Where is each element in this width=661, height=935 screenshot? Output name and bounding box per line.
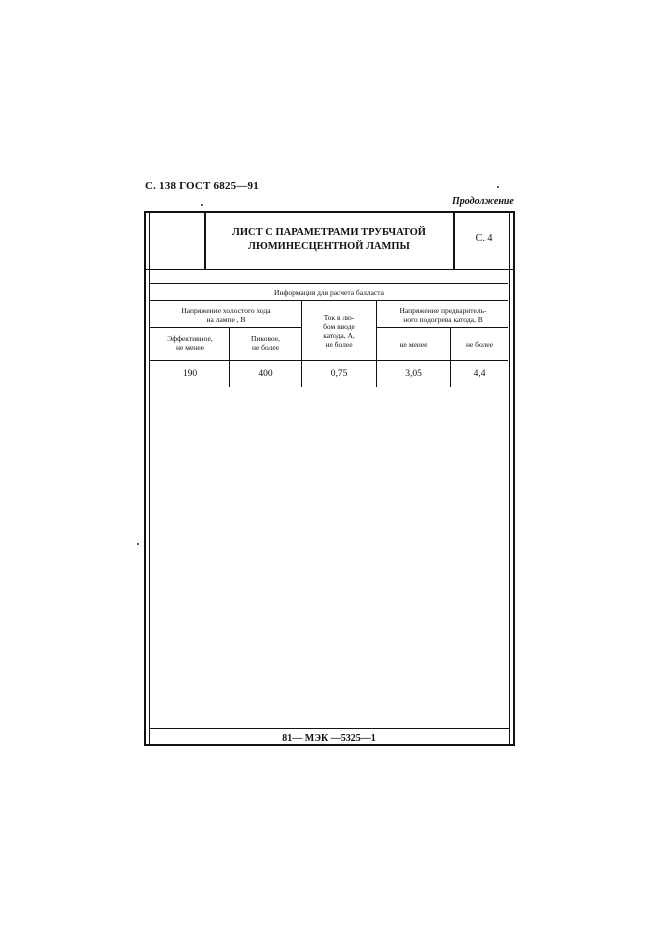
table-header-bottom-line (150, 360, 508, 361)
frame-inner-right-line (509, 211, 510, 746)
value-preheat-max: 4,4 (473, 369, 486, 379)
table-top-line (150, 283, 508, 284)
table-subheader-line-left (150, 327, 301, 328)
subheader-preheat-max: не более (465, 340, 494, 349)
value-preheat-min: 3,05 (405, 369, 422, 379)
subheader-peak: Пиковое, не более (251, 334, 280, 352)
header-cathode-current: Ток в лю- бом вводе катода, А, не более (323, 313, 355, 349)
header-preheat-voltage: Напряжение предваритель- ного подогрева катода, В (399, 306, 487, 324)
footer-text: 81— МЭК —5325—1 (282, 733, 376, 744)
table-caption-line (150, 300, 508, 301)
value-peak: 400 (258, 369, 273, 379)
continuation-label: Продолжение (452, 196, 514, 207)
table-subheader-line-right (376, 327, 508, 328)
page-header: С. 138 ГОСТ 6825—91 (145, 180, 259, 192)
subheader-effective: Эффективное, не менее (167, 334, 213, 352)
sheet-title: ЛИСТ С ПАРАМЕТРАМИ ТРУБЧАТОЙ ЛЮМИНЕСЦЕНТНОЙ ЛАМПЫ (232, 227, 426, 252)
scan-speck (137, 543, 139, 545)
footer-line (149, 728, 509, 729)
scan-speck (497, 186, 499, 188)
table-caption: Информация для расчета балласта (274, 288, 384, 297)
subheader-preheat-min: не менее (399, 340, 428, 349)
value-current: 0,75 (330, 369, 348, 379)
sheet-page-number: С. 4 (475, 233, 493, 244)
scan-speck (201, 204, 203, 206)
value-effective: 190 (182, 369, 198, 379)
header-open-circuit-voltage: Напряжение холостого хода на лампе , В (181, 306, 271, 324)
title-block-bottom-line (144, 269, 515, 270)
